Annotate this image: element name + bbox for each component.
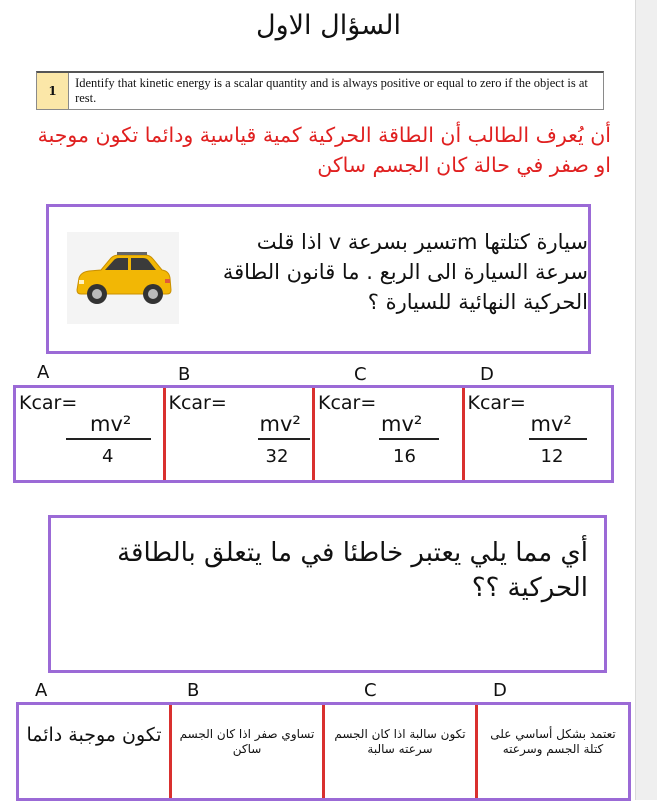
q2-option-d-letter: D: [493, 680, 507, 701]
objective-table: [36, 71, 604, 110]
option-numerator: mv²: [381, 412, 423, 436]
option-numerator: mv²: [259, 412, 301, 436]
fraction-bar: [529, 438, 587, 440]
q1-option-b[interactable]: [166, 388, 316, 480]
q2-option-c-letter: C: [364, 680, 377, 701]
q2-option-c[interactable]: [325, 705, 478, 798]
objective-text: Identify that kinetic energy is a scalar quantity and is always positive or equal to zero if the object is at rest.: [75, 76, 588, 105]
q2-option-b[interactable]: [172, 705, 325, 798]
q1-option-d[interactable]: [465, 388, 612, 480]
q1-option-a[interactable]: [16, 388, 166, 480]
option-text: تساوي صفر اذا كان الجسم ساكن: [179, 727, 315, 756]
q1-option-c[interactable]: [315, 388, 465, 480]
question1-text: سيارة كتلتها mتسير بسرعة v اذا قلت سرعة السيارة الى الربع . ما قانون الطاقة الحركية النهائية للسيارة ؟: [222, 230, 588, 314]
learning-goal: أن يُعرف الطالب أن الطاقة الحركية كمية قياسية ودائما تكون موجبة او صفر في حالة كان الجسم ساكن: [37, 123, 611, 177]
option-denominator: 12: [540, 446, 564, 467]
q1-option-d-letter: D: [480, 364, 494, 385]
option-label: Kcar=: [168, 392, 227, 414]
question2-text: أي مما يلي يعتبر خاطئا في ما يتعلق بالطاقة الحركية ؟؟: [117, 538, 588, 603]
objective-number: 1: [37, 73, 69, 109]
option-numerator: mv²: [90, 412, 132, 436]
q2-option-b-letter: B: [187, 680, 200, 701]
q1-option-b-letter: B: [178, 364, 191, 385]
question1-answers: [13, 385, 614, 483]
option-text: تعتمد بشكل أساسي على كتلة الجسم وسرعته: [490, 727, 616, 756]
page-edge: [635, 0, 657, 800]
option-label: Kcar=: [19, 392, 78, 414]
car-icon: [67, 232, 179, 324]
q1-option-c-letter: C: [354, 364, 367, 385]
question2-answers: [16, 702, 631, 801]
page-title: السؤال الاول: [255, 10, 402, 41]
q2-option-a[interactable]: [19, 705, 172, 798]
question2-box: [48, 515, 607, 673]
option-label: Kcar=: [467, 392, 526, 414]
option-text: تكون موجبة دائما: [26, 724, 162, 746]
question1-box: [46, 204, 591, 354]
option-numerator: mv²: [530, 412, 572, 436]
fraction-bar: [258, 438, 310, 440]
option-denominator: 16: [393, 446, 416, 467]
option-denominator: 4: [102, 446, 114, 467]
fraction-bar: [379, 438, 439, 440]
fraction-bar: [66, 438, 151, 440]
q2-option-d[interactable]: [478, 705, 628, 798]
option-label: Kcar=: [318, 392, 377, 414]
q2-option-a-letter: A: [35, 680, 48, 701]
q1-option-a-letter: A: [37, 362, 50, 383]
option-text: تكون سالبة اذا كان الجسم سرعته سالبة: [334, 727, 466, 756]
option-denominator: 32: [265, 446, 289, 467]
